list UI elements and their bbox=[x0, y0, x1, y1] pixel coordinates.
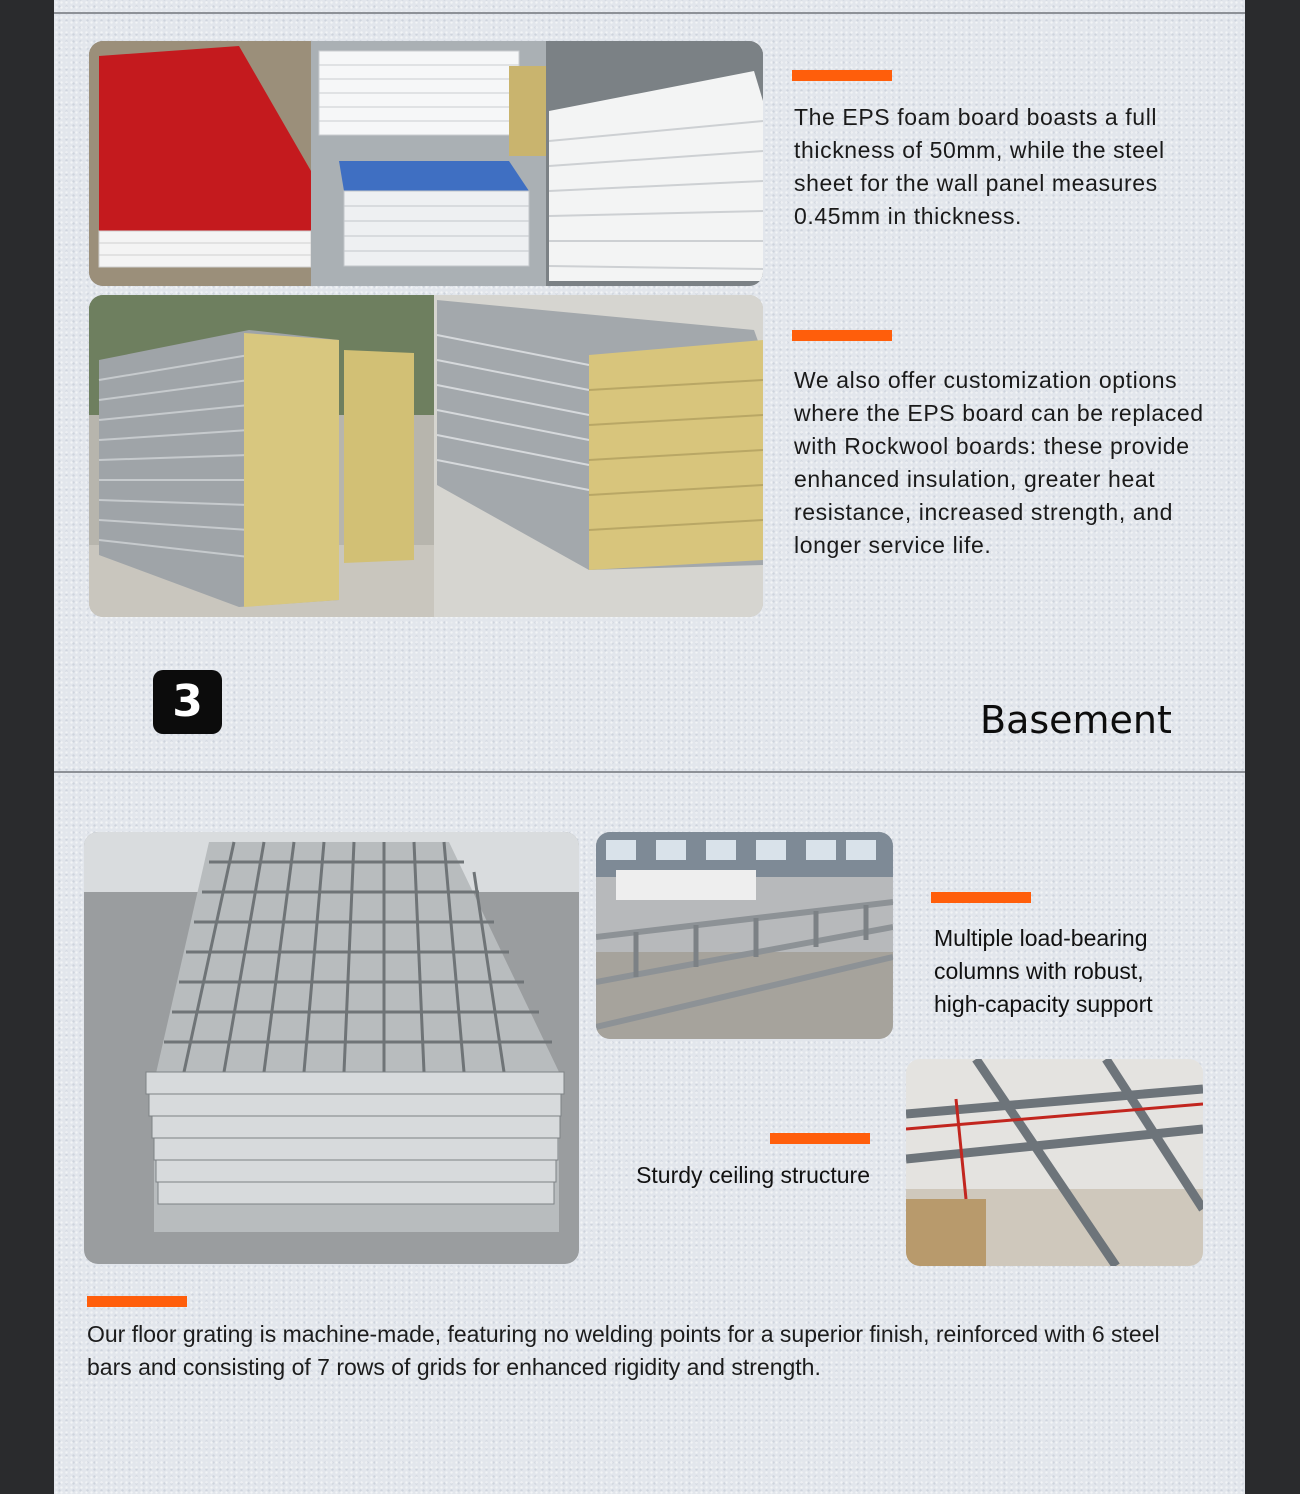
ceiling-caption: Sturdy ceiling structure bbox=[636, 1162, 870, 1188]
accent-bar bbox=[792, 70, 892, 81]
section-number-badge: 3 bbox=[153, 670, 222, 734]
rockwool-panels-photo bbox=[89, 295, 763, 617]
accent-bar bbox=[87, 1296, 187, 1307]
eps-panels-photo bbox=[89, 41, 763, 286]
top-divider bbox=[54, 12, 1245, 14]
section-title: Basement bbox=[980, 698, 1172, 742]
rockwool-option-text: We also offer customization options where the EPS board can be replaced with Rockwool boards: these provide enhanced insulation, greater heat resistance, increased strength, and longer service life. bbox=[794, 367, 1204, 558]
floor-grating-photo bbox=[84, 832, 579, 1264]
ceiling-structure-photo bbox=[906, 1059, 1203, 1266]
load-bearing-columns-photo bbox=[596, 832, 893, 1039]
accent-bar bbox=[931, 892, 1031, 903]
floor-grating-description: Our floor grating is machine-made, featuring no welding points for a superior finish, reinforced with 6 steel bars and consisting of 7 rows of grids for enhanced rigidity and strength. bbox=[87, 1321, 1160, 1380]
accent-bar bbox=[792, 330, 892, 341]
accent-bar bbox=[770, 1133, 870, 1144]
section-divider bbox=[54, 771, 1245, 773]
columns-caption: Multiple load-bearing columns with robust, high-capacity support bbox=[934, 925, 1153, 1017]
eps-thickness-text: The EPS foam board boasts a full thickness of 50mm, while the steel sheet for the wall panel measures 0.45mm in thickness. bbox=[794, 104, 1165, 229]
